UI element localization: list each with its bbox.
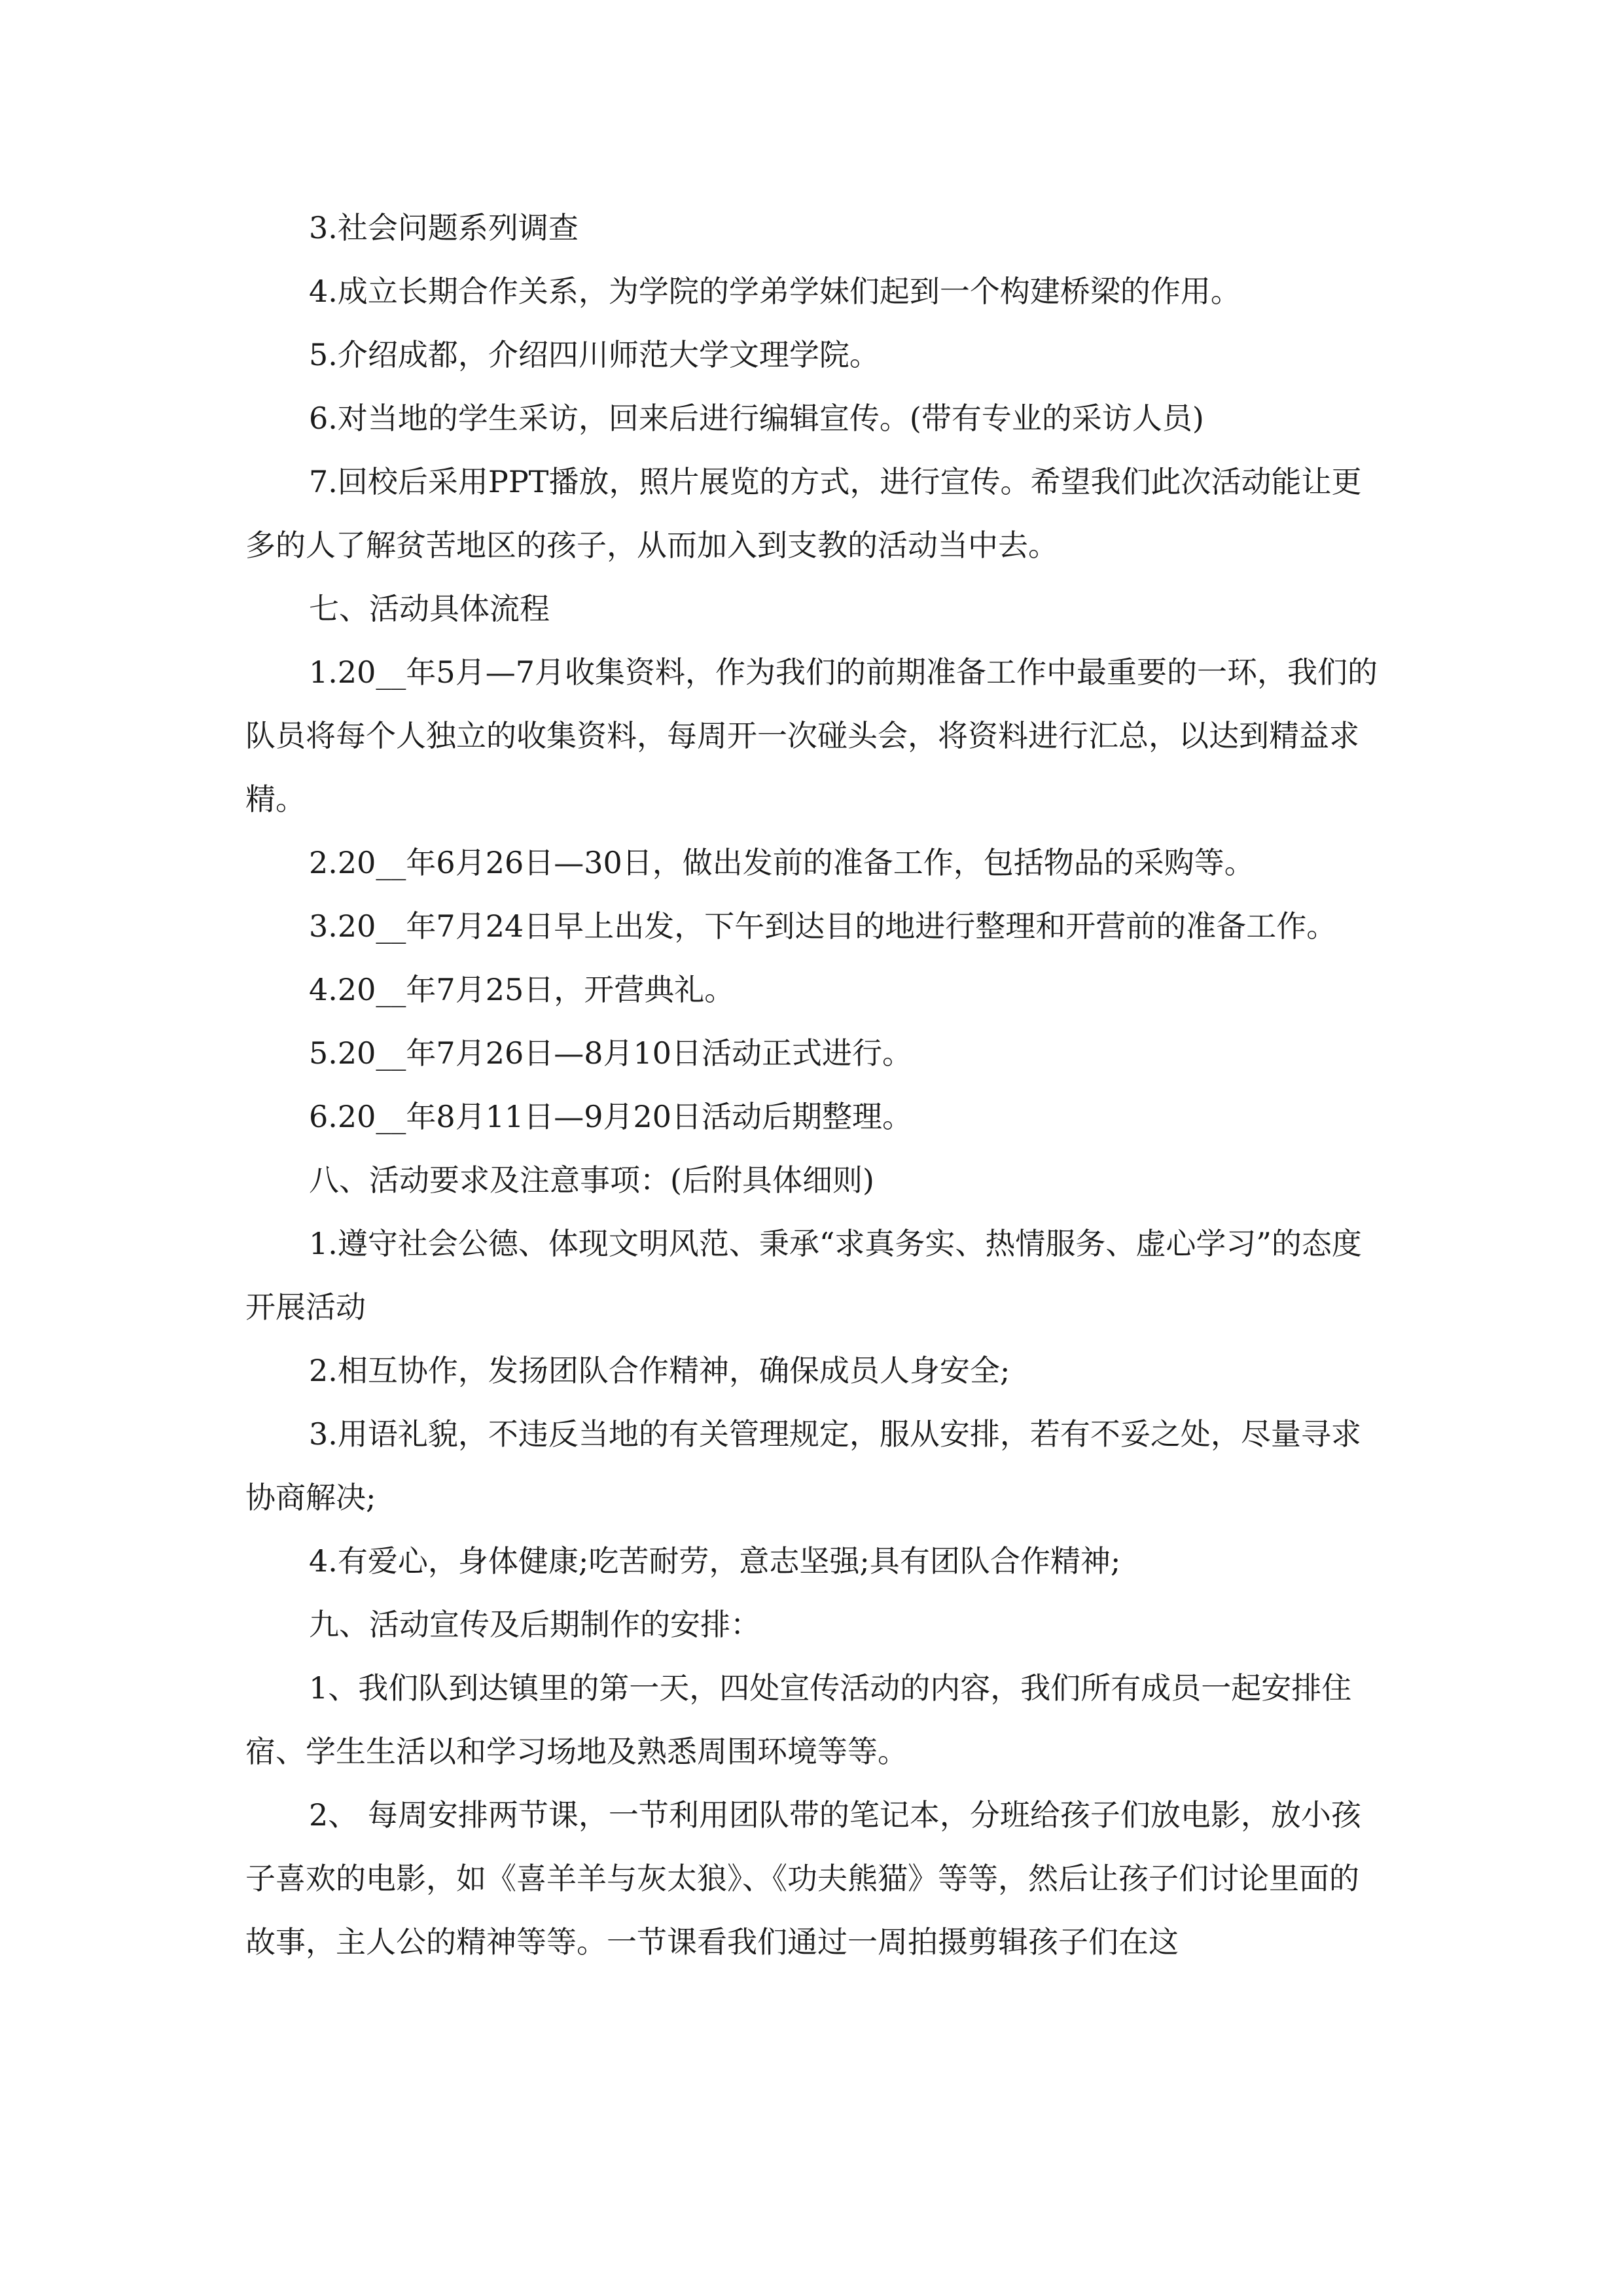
requirement-item-4: 4.有爱心，身体健康;吃苦耐劳，意志坚强;具有团队合作精神;	[309, 1543, 1121, 1579]
section-heading-9: 九、活动宣传及后期制作的安排：	[309, 1607, 760, 1642]
process-step-3: 3.20__年7月24日早上出发，下午到达目的地进行整理和开营前的准备工作。	[309, 908, 1337, 944]
publicity-item-2: 2、 每周安排两节课，一节利用团队带的笔记本，分班给孩子们放电影，放小孩子喜欢的电影，如《喜羊羊与灰太狼》、《功夫熊猫》等等，然后让孩子们讨论里面的故事，主人公的精神等等。一节课看我们通过一周拍摄剪辑孩子们在这	[245, 1797, 1361, 1960]
process-step-5: 5.20__年7月26日—8月10日活动正式进行。	[309, 1035, 913, 1071]
process-step-4: 4.20__年7月25日，开营典礼。	[309, 972, 735, 1007]
requirement-item-1: 1.遵守社会公德、体现文明风范、秉承“求真务实、热情服务、虚心学习”的态度开展活动	[245, 1226, 1362, 1325]
paragraph-item-4: 4.成立长期合作关系，为学院的学弟学妹们起到一个构建桥梁的作用。	[309, 274, 1241, 309]
paragraph-item-5: 5.介绍成都，介绍四川师范大学文理学院。	[309, 337, 880, 372]
requirement-item-3: 3.用语礼貌，不违反当地的有关管理规定，服从安排，若有不妥之处，尽量寻求协商解决;	[245, 1416, 1361, 1515]
requirement-item-2: 2.相互协作，发扬团队合作精神，确保成员人身安全;	[309, 1353, 1010, 1388]
section-heading-8: 八、活动要求及注意事项：(后附具体细则)	[309, 1162, 874, 1198]
document-body	[245, 196, 1384, 1974]
section-heading-7: 七、活动具体流程	[309, 591, 550, 626]
paragraph-item-7: 7.回校后采用PPT播放，照片展览的方式，进行宣传。希望我们此次活动能让更多的人了解贫苦地区的孩子，从而加入到支教的活动当中去。	[245, 464, 1362, 563]
paragraph-item-3: 3.社会问题系列调查	[309, 210, 579, 245]
process-step-1: 1.20__年5月—7月收集资料，作为我们的前期准备工作中最重要的一环，我们的队员将每个人独立的收集资料，每周开一次碰头会，将资料进行汇总，以达到精益求精。	[245, 655, 1378, 817]
publicity-item-1: 1、我们队到达镇里的第一天，四处宣传活动的内容，我们所有成员一起安排住宿、学生生活以和学习场地及熟悉周围环境等等。	[245, 1670, 1352, 1769]
process-step-2: 2.20__年6月26日—30日，做出发前的准备工作，包括物品的采购等。	[309, 845, 1255, 880]
process-step-6: 6.20__年8月11日—9月20日活动后期整理。	[309, 1099, 913, 1134]
paragraph-item-6: 6.对当地的学生采访，回来后进行编辑宣传。(带有专业的采访人员)	[309, 401, 1204, 436]
